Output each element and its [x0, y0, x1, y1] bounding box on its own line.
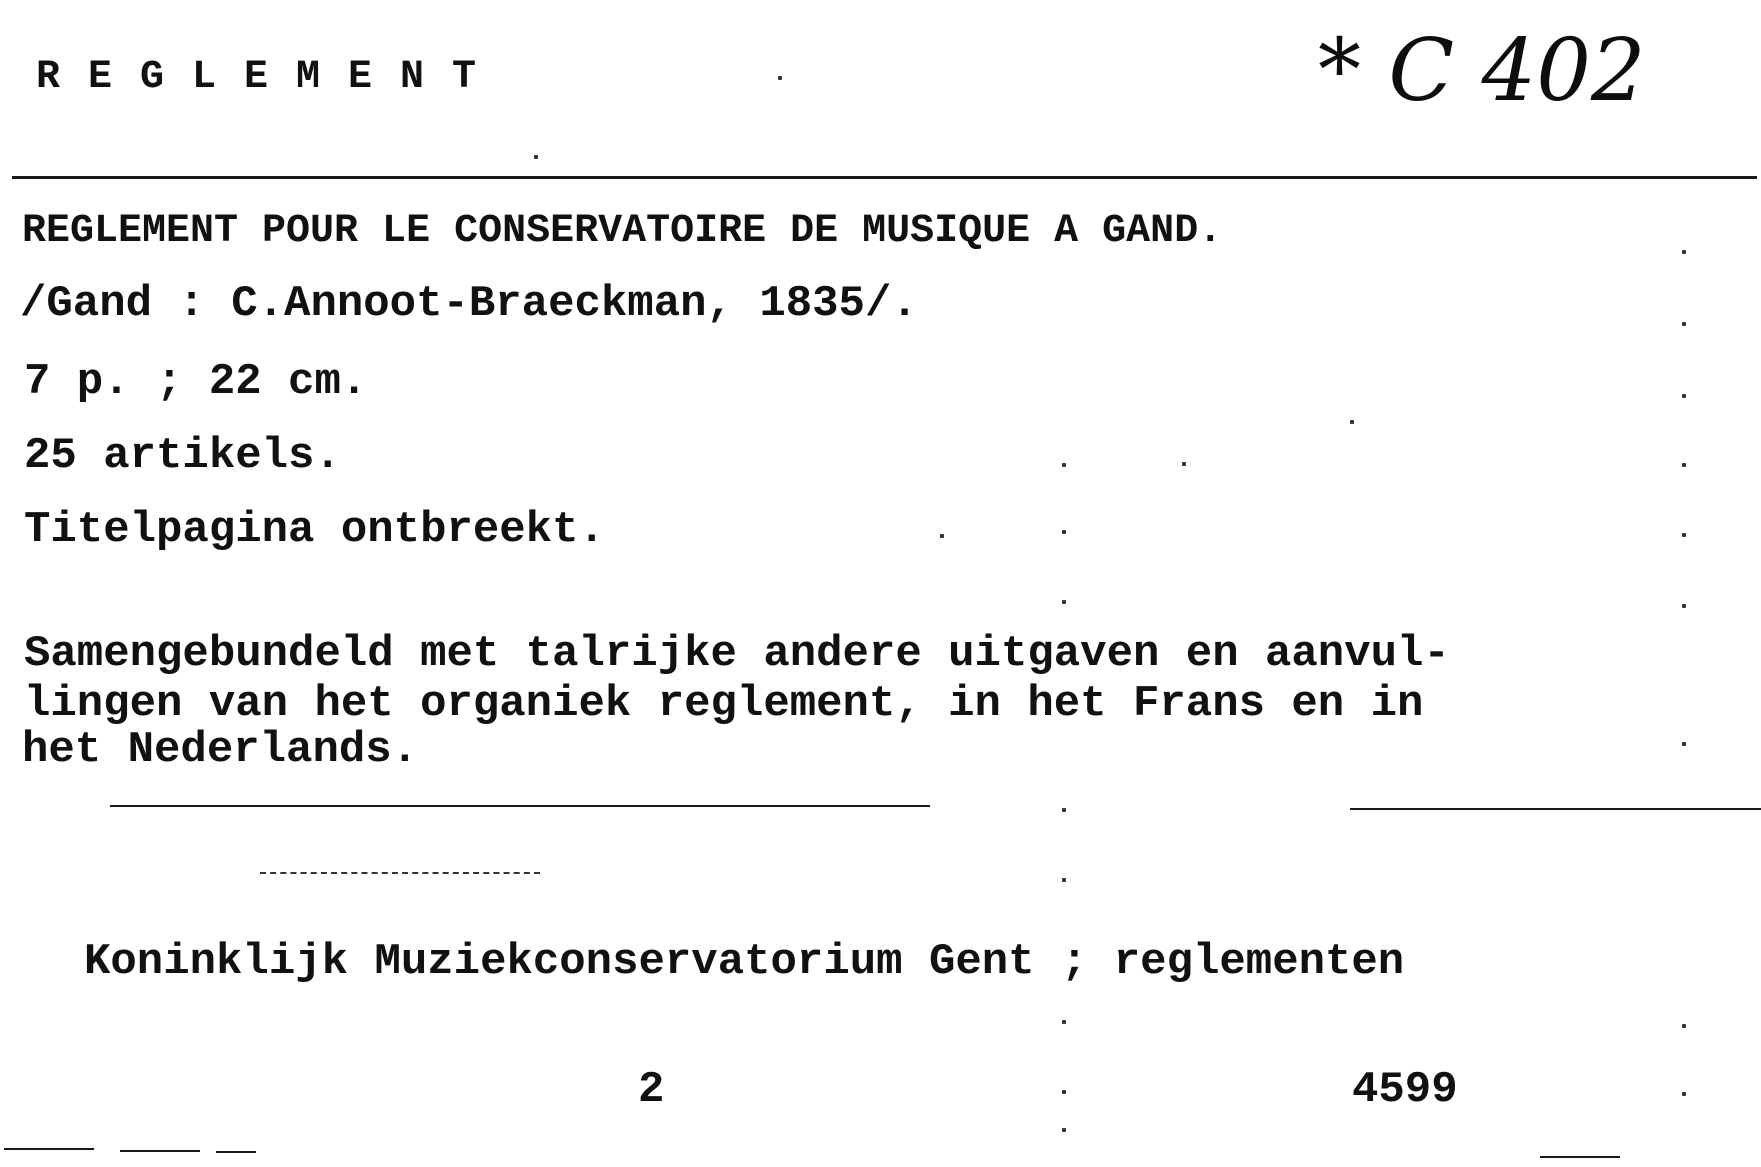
margin-dot — [1682, 1092, 1686, 1096]
note-title-page: Titelpagina ontbreekt. — [24, 505, 605, 555]
margin-dot — [1682, 394, 1686, 398]
collation-line: 7 p. ; 22 cm. — [24, 357, 368, 407]
note-bound-line-2: lingen van het organiek reglement, in het Frans en in — [24, 679, 1424, 729]
bottom-rule-fragment-1 — [4, 1148, 94, 1150]
notes-rule-right — [1350, 808, 1761, 810]
copy-number: 2 — [638, 1065, 665, 1115]
center-dot — [1062, 808, 1066, 812]
faint-rule — [260, 872, 540, 874]
margin-dot — [1682, 322, 1686, 326]
center-dot — [1062, 463, 1066, 467]
note-bound-line-3: het Nederlands. — [22, 725, 419, 775]
center-dot — [1062, 1090, 1066, 1094]
note-bound-line-1: Samengebundeld met talrijke andere uitgaven en aanvul- — [24, 629, 1450, 679]
record-number: 4599 — [1352, 1065, 1458, 1115]
stray-dot — [1182, 462, 1186, 466]
margin-dot — [1682, 1024, 1686, 1028]
stray-dot — [1350, 420, 1354, 424]
bottom-rule-fragment-2 — [120, 1150, 200, 1152]
card-header: REGLEMENT — [36, 55, 505, 100]
stray-dot — [534, 155, 538, 159]
margin-dot — [1682, 742, 1686, 746]
margin-dot — [1682, 250, 1686, 254]
margin-dot — [1682, 463, 1686, 467]
stray-dot — [778, 76, 782, 80]
note-articles: 25 artikels. — [24, 431, 341, 481]
notes-rule-left — [110, 805, 930, 807]
center-dot — [1062, 600, 1066, 604]
stray-dot — [940, 534, 944, 538]
center-dot — [1062, 878, 1066, 882]
call-number: * C 402 — [1318, 21, 1646, 121]
bottom-rule-fragment-3 — [216, 1151, 256, 1153]
center-dot — [1062, 1020, 1066, 1024]
subject-heading: Koninklijk Muziekconservatorium Gent ; reglementen — [84, 937, 1405, 987]
title-line: REGLEMENT POUR LE CONSERVATOIRE DE MUSIQUE A GAND. — [22, 209, 1223, 254]
center-dot — [1062, 530, 1066, 534]
bottom-rule-fragment-4 — [1540, 1156, 1620, 1158]
margin-dot — [1682, 533, 1686, 537]
top-rule — [12, 176, 1757, 179]
imprint-line: /Gand : C.Annoot-Braeckman, 1835/. — [20, 279, 918, 329]
center-dot — [1062, 1128, 1066, 1132]
margin-dot — [1682, 604, 1686, 608]
